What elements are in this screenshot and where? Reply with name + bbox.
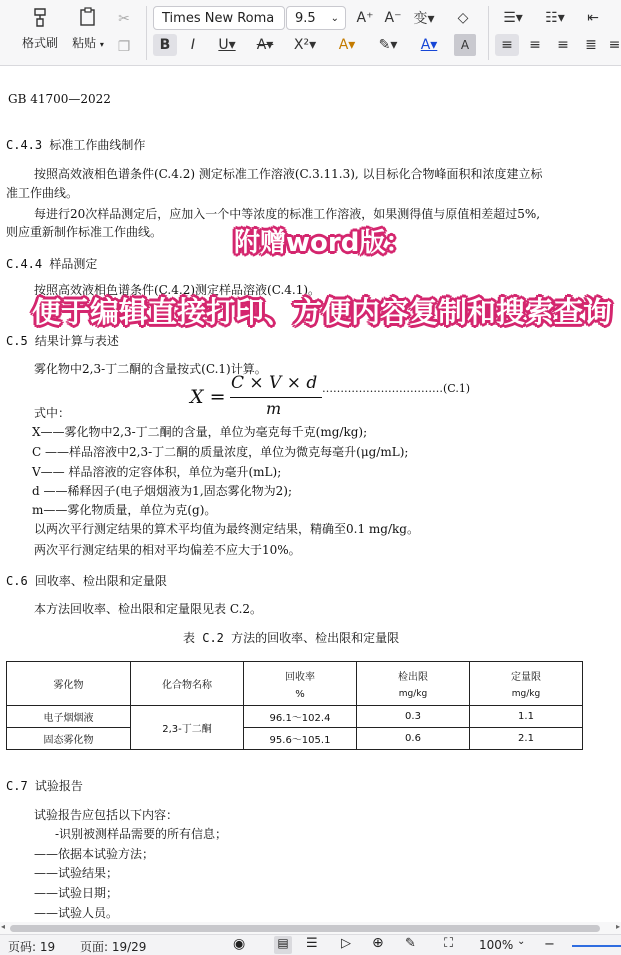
table-header-cell: 检出限 mg/kg: [357, 662, 470, 706]
table-header-row: [7, 662, 583, 706]
where-label: 式中：: [34, 406, 71, 420]
numbering-icon[interactable]: ☷▾: [545, 10, 565, 26]
list-item: ——依据本试验方法；: [34, 847, 155, 861]
paragraph: 两次平行测定结果的相对平均偏差不应大于10%。: [34, 543, 301, 557]
play-icon[interactable]: ▷: [341, 936, 351, 951]
section-c44-title: C.4.4 样品测定: [6, 257, 98, 271]
paragraph: 以两次平行测定结果的算术平均值为最终测定结果，精确至0.1 mg/kg。: [34, 522, 419, 536]
bullets-icon[interactable]: ☰▾: [503, 10, 523, 26]
table-row: [7, 706, 583, 728]
paragraph: 每进行20次样品测定后，应加入一个中等浓度的标准工作溶液，如果测得值与原值相差超过5%,: [34, 207, 541, 221]
table-header-cell: 化合物名称: [131, 662, 244, 706]
table-cell: 95.6～105.1: [244, 728, 357, 750]
variable-v: V—— 样品溶液的定容体积，单位为毫升(mL);: [32, 465, 282, 479]
pen-icon[interactable]: ✎: [405, 936, 416, 951]
promo-banner-line2: 便于编辑直接打印、方便内容复制和搜索查询: [32, 295, 613, 329]
variable-x: X——雾化物中2,3-丁二酮的含量，单位为毫克每千克(mg/kg);: [32, 425, 368, 439]
divider: [146, 6, 147, 60]
paragraph: 试验报告应包括以下内容：: [34, 808, 179, 822]
page-header: GB 41700—2022: [8, 92, 111, 106]
table-cell: 1.1: [470, 706, 583, 728]
table-cell: 2.1: [470, 728, 583, 750]
formula-reference: ……………………………(C.1): [322, 382, 471, 395]
copy-icon[interactable]: ❐: [117, 39, 131, 55]
italic-button[interactable]: I: [190, 37, 196, 53]
section-c5-title: C.5 结果计算与表述: [6, 334, 119, 348]
table-row: [7, 728, 583, 750]
page-view-icon[interactable]: ▤: [274, 936, 292, 954]
table-header-cell: 回收率 %: [244, 662, 357, 706]
list-item: ——试验结果；: [34, 866, 119, 880]
paragraph: 则应重新制作标准工作曲线。: [6, 225, 163, 239]
variable-m: m——雾化物质量，单位为克(g)。: [32, 503, 217, 517]
character-shading-button[interactable]: A: [454, 34, 476, 56]
results-table: [6, 661, 583, 750]
promo-banner-line1: 附赠word版：: [234, 228, 412, 258]
web-view-icon[interactable]: ⊕: [372, 935, 384, 951]
formula-denominator: m: [266, 399, 282, 418]
justify-icon[interactable]: ≣: [585, 37, 597, 53]
format-painter-button[interactable]: 格式刷: [20, 6, 60, 51]
page-number[interactable]: 页码: 19: [8, 940, 56, 954]
table-caption: 表 C.2 方法的回收率、检出限和定量限: [183, 631, 400, 645]
outline-view-icon[interactable]: ☰: [306, 936, 318, 951]
formula-lhs: X =: [190, 386, 226, 408]
align-center-icon[interactable]: ≡: [529, 37, 541, 53]
chevron-down-icon: ▾: [99, 40, 104, 49]
fraction-bar: [230, 397, 322, 398]
fit-page-icon[interactable]: ⛶: [444, 936, 454, 951]
list-item: ——试验人员。: [34, 906, 119, 920]
clear-format-icon[interactable]: ◇: [457, 10, 469, 26]
superscript-button[interactable]: X²▾: [293, 37, 317, 53]
align-right-icon[interactable]: ≡: [557, 37, 569, 53]
zoom-slider[interactable]: [572, 945, 621, 947]
distributed-icon[interactable]: ≡: [608, 37, 621, 53]
variable-d: d ——稀释因子(电子烟烟液为1,固态雾化物为2);: [32, 484, 292, 498]
font-size-field[interactable]: 9.5 ⌄: [286, 6, 346, 30]
section-c43-title: C.4.3 标准工作曲线制作: [6, 138, 146, 152]
section-c6-title: C.6 回收率、检出限和定量限: [6, 574, 167, 588]
paragraph: 雾化物中2,3-丁二酮的含量按式(C.1)计算。: [34, 362, 267, 376]
table-header-cell: 定量限 mg/kg: [470, 662, 583, 706]
cut-icon[interactable]: ✂: [118, 11, 130, 27]
align-left-icon[interactable]: ≡: [495, 34, 519, 56]
table-cell: 96.1～102.4: [244, 706, 357, 728]
list-item: -识别被测样品需要的所有信息；: [55, 827, 228, 841]
highlight-button[interactable]: ✎▾: [378, 37, 398, 53]
variable-c: C ——样品溶液中2,3-丁二酮的质量浓度，单位为微克每毫升(μg/mL);: [32, 445, 409, 459]
font-color-button[interactable]: A▾: [420, 37, 438, 53]
phonetic-guide-icon[interactable]: 变▾: [413, 11, 435, 27]
shrink-font-icon[interactable]: A⁻: [384, 10, 402, 26]
bold-button[interactable]: B: [153, 34, 177, 56]
strikethrough-button[interactable]: A▾: [256, 37, 274, 53]
zoom-level[interactable]: 100%: [479, 938, 514, 952]
chevron-down-icon: ⌄: [330, 12, 339, 24]
section-c7-title: C.7 试验报告: [6, 779, 83, 793]
table-cell: 0.3: [357, 706, 470, 728]
status-bar: [0, 934, 621, 955]
scroll-left-icon[interactable]: ◂: [1, 922, 6, 931]
zoom-out-icon[interactable]: −: [544, 937, 555, 952]
table-cell: 固态雾化物: [7, 728, 131, 750]
formula-numerator: C × V × d: [231, 373, 318, 393]
paragraph: 准工作曲线。: [6, 186, 79, 200]
paragraph: 本方法回收率、检出限和定量限见表 C.2。: [34, 602, 263, 616]
paragraph: 按照高效液相色谱条件(C.4.2)测定样品溶液(C.4.1)。: [34, 283, 321, 297]
horizontal-scrollbar[interactable]: [0, 922, 621, 934]
grow-font-icon[interactable]: A⁺: [356, 10, 374, 26]
ribbon-toolbar: [0, 0, 621, 66]
text-effect-button[interactable]: A▾: [338, 37, 356, 53]
divider: [488, 6, 489, 60]
decrease-indent-icon[interactable]: ⇤: [587, 10, 599, 26]
scroll-right-icon[interactable]: ▸: [615, 922, 620, 931]
list-item: ——试验日期；: [34, 886, 119, 900]
document-page[interactable]: [0, 66, 621, 922]
eye-icon[interactable]: ◉: [233, 936, 246, 952]
table-cell: 电子烟烟液: [7, 706, 131, 728]
page-count[interactable]: 页面: 19/29: [80, 940, 147, 954]
paste-button[interactable]: 粘贴 ▾: [68, 6, 108, 51]
underline-button[interactable]: U▾: [218, 37, 236, 53]
paste-icon: [77, 6, 99, 28]
table-cell: 2,3-丁二酮: [131, 706, 244, 750]
font-name-field[interactable]: Times New Roma: [153, 6, 285, 30]
table-cell: 0.6: [357, 728, 470, 750]
table-header-cell: 雾化物: [7, 662, 131, 706]
paragraph: 按照高效液相色谱条件(C.4.2) 测定标准工作溶液(C.3.11.3), 以目标化合物峰面积和浓度建立标: [34, 167, 543, 181]
chevron-down-icon[interactable]: ⌄: [517, 936, 526, 947]
format-painter-icon: [29, 6, 51, 28]
scrollbar-thumb[interactable]: [10, 925, 600, 932]
